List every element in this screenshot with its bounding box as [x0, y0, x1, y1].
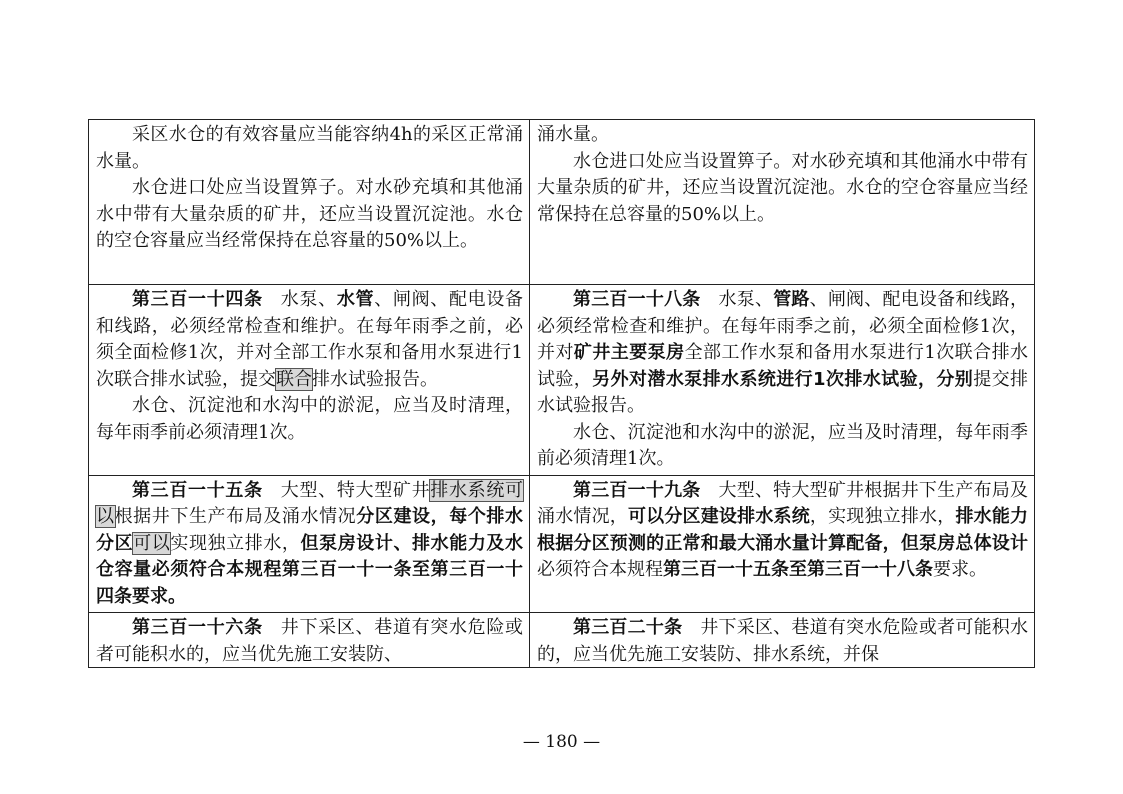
table-row: [89, 613, 1035, 668]
clause-paragraph: [537, 287, 1028, 420]
article-number: 第三百二十条: [573, 617, 683, 638]
clause-text: 井下采区、巷道有突水危险或者可能积水的，应当优先施工安装防、排水系统，并保: [537, 617, 1028, 665]
bold-text: 排水能力根据分区预测的正常和最大涌水量计算配备，但泵房总体设计: [537, 506, 1029, 554]
bold-text: 可以分区建设排水系统: [627, 506, 810, 527]
clause-text: 井下采区、巷道有突水危险或者可能积水的，应当优先施工安装防、: [96, 617, 523, 665]
table-row: [89, 285, 1035, 476]
clause-text: 涌水量。: [537, 124, 609, 145]
article-number: 第三百一十四条: [132, 289, 263, 310]
old-clause-cell: [89, 613, 530, 668]
table-row: [89, 475, 1035, 613]
clause-paragraph: [96, 478, 523, 611]
clause-text: 、闸阀、配电设备和线路，必须经常检查和维护。在每年雨季之前，必须全面检修1次，并对全部工作水泵和备用水泵进行1次联合排水试验，提交: [96, 289, 524, 390]
article-number: 第三百一十九条: [573, 479, 701, 501]
highlighted-text: 可以: [133, 532, 171, 554]
highlighted-text: 联合: [276, 368, 312, 390]
clause-text: 全部工作水泵和备用水泵进行1次联合排水试验，: [537, 342, 1029, 390]
bold-text: 分区建设，每个排水分区: [96, 506, 524, 554]
clause-text: 必须符合本规程: [537, 559, 663, 580]
clause-text: 大型、特大型矿井根据井下生产布局及涌水情况，: [537, 479, 1029, 527]
clause-text: 水泵、: [280, 289, 337, 310]
clause-paragraph: [537, 420, 1028, 473]
clause-paragraph: [96, 287, 523, 393]
clause-text: 大型、特大型矿井: [280, 479, 431, 501]
old-clause-cell: [89, 475, 530, 613]
clause-paragraph: [96, 615, 523, 665]
old-clause-cell: [89, 120, 530, 285]
clause-text: 提交排水试验报告。: [537, 368, 1029, 416]
clause-paragraph: [96, 393, 523, 446]
clause-text: 根据井下生产布局及涌水情况: [114, 506, 357, 527]
clause-text: 水仓、沉淀池和水沟中的淤泥，应当及时清理，每年雨季前必须清理1次。: [537, 421, 1028, 469]
clause-text: 采区水仓的有效容量应当能容纳4h的采区正常涌水量。: [96, 124, 523, 172]
clause-text: 排水试验报告。: [312, 368, 438, 390]
bold-text: 水管: [336, 289, 375, 310]
new-clause-cell: [530, 120, 1035, 285]
clause-text: ，实现独立排水，: [809, 506, 956, 527]
clause-text: 水仓进口处应当设置箅子。对水砂充填和其他涌水中带有大量杂质的矿井，还应当设置沉淀池。水仓的空仓容量应当经常保持在总容量的50%以上。: [96, 177, 523, 251]
clause-paragraph: [96, 175, 523, 255]
bold-text: 另外对潜水泵排水系统进行1次排水试验，分别: [592, 368, 974, 390]
new-clause-cell: [530, 475, 1035, 613]
page-number: — 180 —: [522, 732, 601, 752]
clause-text: 、闸阀、配电设备和线路，必须经常检查和维护。在每年雨季之前，必须全面检修1次，并对: [537, 289, 1029, 363]
article-number: 第三百一十八条: [573, 289, 701, 310]
clause-text: 水泵、: [718, 289, 774, 310]
bold-text: 第三百一十五条至第三百一十八条: [663, 559, 933, 580]
clause-paragraph: [537, 478, 1028, 584]
table-row: [89, 120, 1035, 285]
article-number: 第三百一十五条: [132, 479, 263, 501]
comparison-table-body: [89, 120, 1035, 668]
highlighted-text: 排水系统可以: [96, 479, 524, 527]
clause-text: 要求。: [933, 559, 987, 580]
bold-text: 管路: [773, 289, 810, 310]
clause-text: 水仓进口处应当设置箅子。对水砂充填和其他涌水中带有大量杂质的矿井，还应当设置沉淀池。水仓的空仓容量应当经常保持在总容量的50%以上。: [537, 150, 1028, 225]
clause-text: 实现独立排水，: [170, 532, 301, 554]
clause-paragraph: [537, 615, 1028, 665]
new-clause-cell: [530, 613, 1035, 668]
bold-text: 矿井主要泵房: [573, 342, 685, 363]
clause-paragraph: [96, 122, 523, 175]
clause-text: 水仓、沉淀池和水沟中的淤泥，应当及时清理，每年雨季前必须清理1次。: [96, 395, 523, 443]
old-clause-cell: [89, 285, 530, 476]
bold-text: 但泵房设计、排水能力及水仓容量必须符合本规程第三百一十一条至第三百一十四条要求。: [96, 532, 524, 607]
article-number: 第三百一十六条: [132, 617, 263, 638]
clause-paragraph: [537, 122, 1028, 149]
clause-paragraph: [537, 149, 1028, 229]
new-clause-cell: [530, 285, 1035, 476]
comparison-table: [88, 119, 1035, 668]
